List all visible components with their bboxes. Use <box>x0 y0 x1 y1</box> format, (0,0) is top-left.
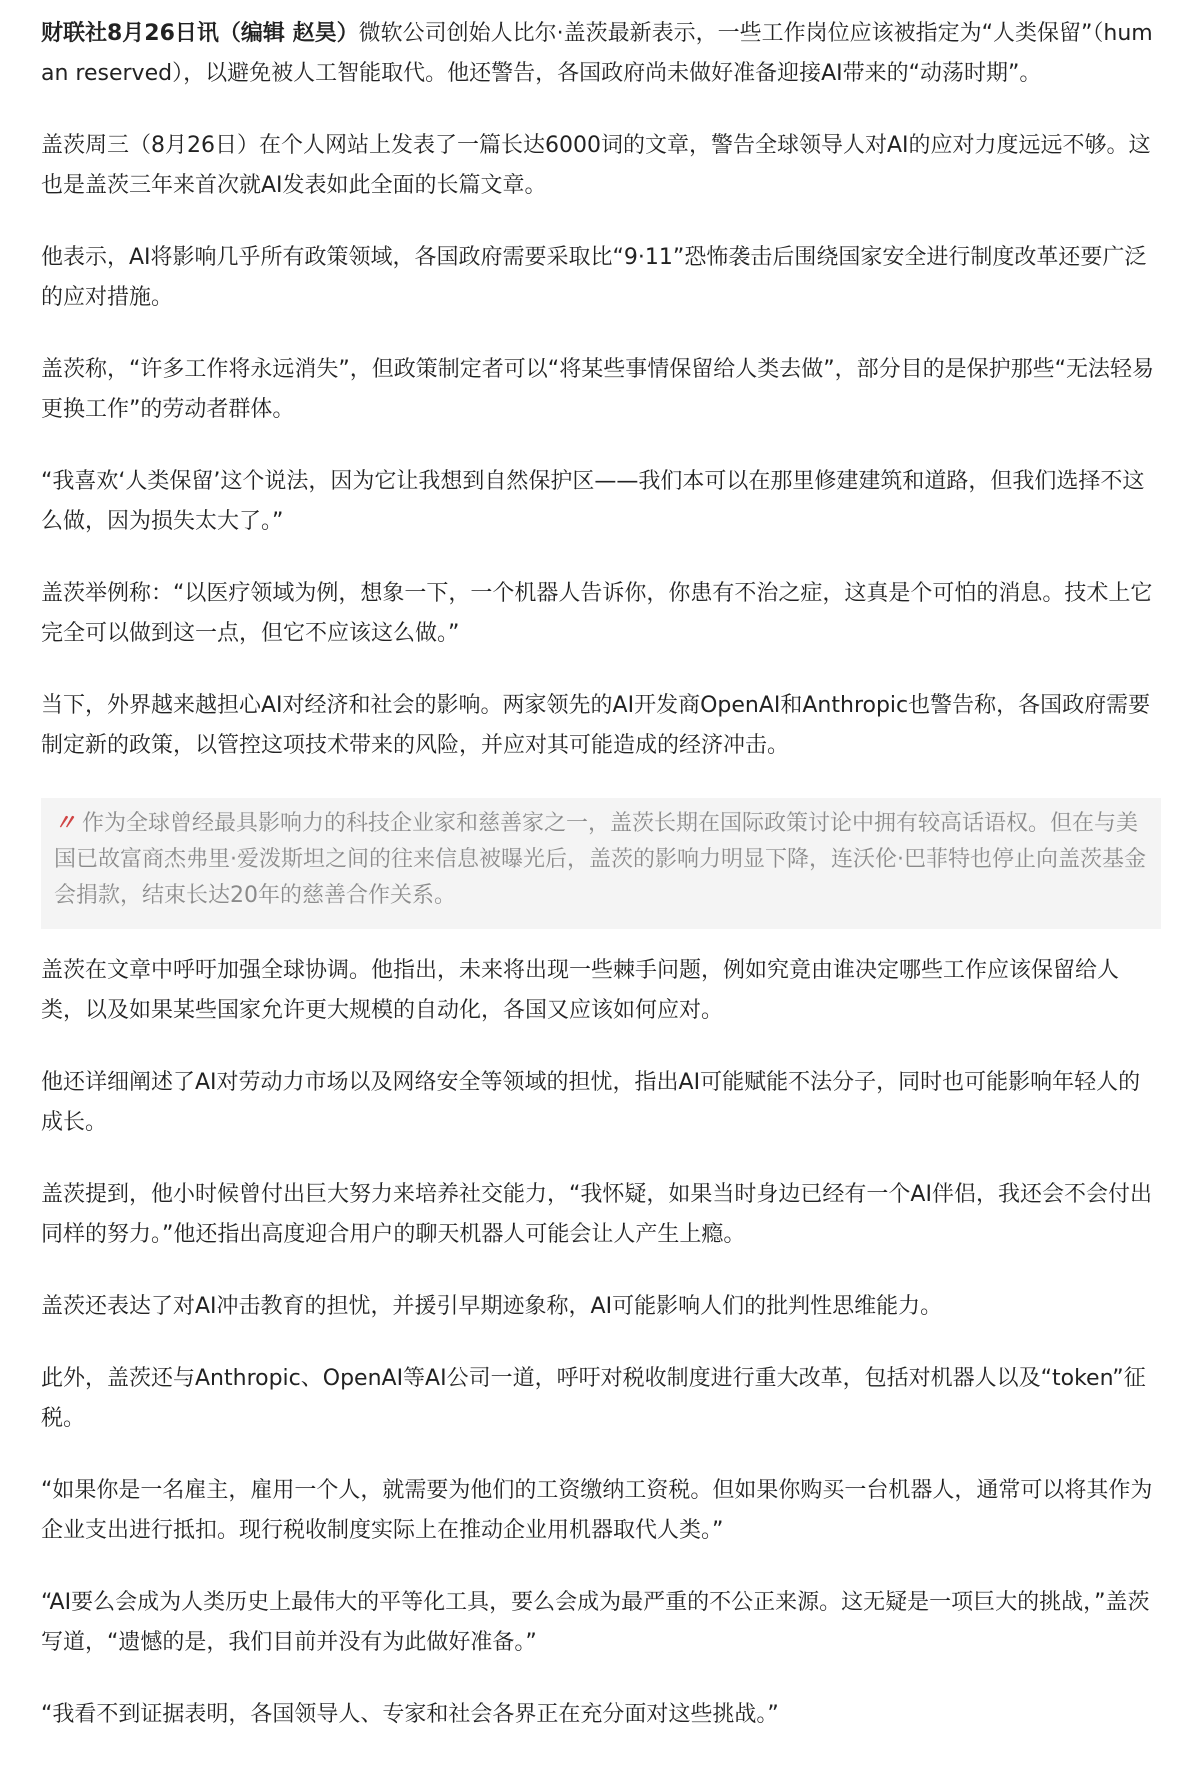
paragraph-education-concerns: 盖茨还表达了对AI冲击教育的担忧，并援引早期迹象称，AI可能影响人们的批判性思维能力。 <box>41 1294 943 1319</box>
dateline: 财联社8月26日讯（编辑 赵昊） <box>41 21 359 46</box>
paragraph-labor-security-concerns: 他还详细阐述了AI对劳动力市场以及网络安全等领域的担忧，指出AI可能赋能不法分子，同时也可能影响年轻人的成长。 <box>41 1070 1141 1135</box>
lead-text: 微软公司创始人比尔·盖茨最新表示，一些工作岗位应该被指定为“人类保留”（human reserved），以避免被人工智能取代。他还警告，各国政府尚未做好准备迎接AI带来的“动荡时期”。 <box>41 21 1153 86</box>
paragraph-equalizer-quote: “AI要么会成为人类历史上最伟大的平等化工具，要么会成为最严重的不公正来源。这无疑是一项巨大的挑战，”盖茨写道，“遗憾的是，我们目前并没有为此做好准备。” <box>41 1590 1150 1655</box>
quote-mark-icon: 〃 <box>54 811 77 836</box>
lead-paragraph <box>41 14 1161 94</box>
paragraph-6000-word-article: 盖茨周三（8月26日）在个人网站上发表了一篇长达6000词的文章，警告全球领导人对AI的应对力度远远不够。这也是盖茨三年来首次就AI发表如此全面的长篇文章。 <box>41 133 1151 198</box>
paragraph-medical-example: 盖茨举例称：“以医疗领域为例，想象一下，一个机器人告诉你，你患有不治之症，这真是个可怕的消息。技术上它完全可以做到这一点，但它不应该这么做。” <box>41 581 1153 646</box>
paragraph-social-skills: 盖茨提到，他小时候曾付出巨大努力来培养社交能力，“我怀疑，如果当时身边已经有一个AI伴侣，我还会不会付出同样的努力。”他还指出高度迎合用户的聊天机器人可能会让人产生上瘾。 <box>41 1182 1152 1247</box>
blockquote <box>41 798 1161 929</box>
paragraph-openai-anthropic-warning: 当下，外界越来越担心AI对经济和社会的影响。两家领先的AI开发商OpenAI和Anthropic也警告称，各国政府需要制定新的政策，以管控这项技术带来的风险，并应对其可能造成的经济冲击。 <box>41 693 1151 758</box>
paragraph-payroll-tax-quote: “如果你是一名雇主，雇用一个人，就需要为他们的工资缴纳工资税。但如果你购买一台机器人，通常可以将其作为企业支出进行抵扣。现行税收制度实际上在推动企业用机器取代人类。” <box>41 1478 1153 1543</box>
blockquote-text: 作为全球曾经最具影响力的科技企业家和慈善家之一，盖茨长期在国际政策讨论中拥有较高话语权。但在与美国已故富商杰弗里·爱泼斯坦之间的往来信息被曝光后，盖茨的影响力明显下降，连沃伦·巴菲特也停止向盖茨基金会捐款，结束长达20年的慈善合作关系。 <box>54 811 1146 908</box>
article-body <box>41 14 1161 1767</box>
paragraph-global-coordination: 盖茨在文章中呼吁加强全球协调。他指出，未来将出现一些棘手问题，例如究竟由谁决定哪些工作应该保留给人类，以及如果某些国家允许更大规模的自动化，各国又应该如何应对。 <box>41 958 1120 1023</box>
paragraph-no-evidence-quote: “我看不到证据表明，各国领导人、专家和社会各界正在充分面对这些挑战。” <box>41 1702 779 1727</box>
paragraph-human-reserved-quote: “我喜欢‘人类保留’这个说法，因为它让我想到自然保护区——我们本可以在那里修建建筑和道路，但我们选择不这么做，因为损失太大了。” <box>41 469 1145 534</box>
paragraph-jobs-disappear: 盖茨称，“许多工作将永远消失”，但政策制定者可以“将某些事情保留给人类去做”，部分目的是保护那些“无法轻易更换工作”的劳动者群体。 <box>41 357 1154 422</box>
paragraph-policy-areas: 他表示，AI将影响几乎所有政策领域，各国政府需要采取比“9·11”恐怖袭击后围绕国家安全进行制度改革还要广泛的应对措施。 <box>41 245 1147 310</box>
paragraph-tax-reform: 此外，盖茨还与Anthropic、OpenAI等AI公司一道，呼吁对税收制度进行重大改革，包括对机器人以及“token”征税。 <box>41 1366 1146 1431</box>
